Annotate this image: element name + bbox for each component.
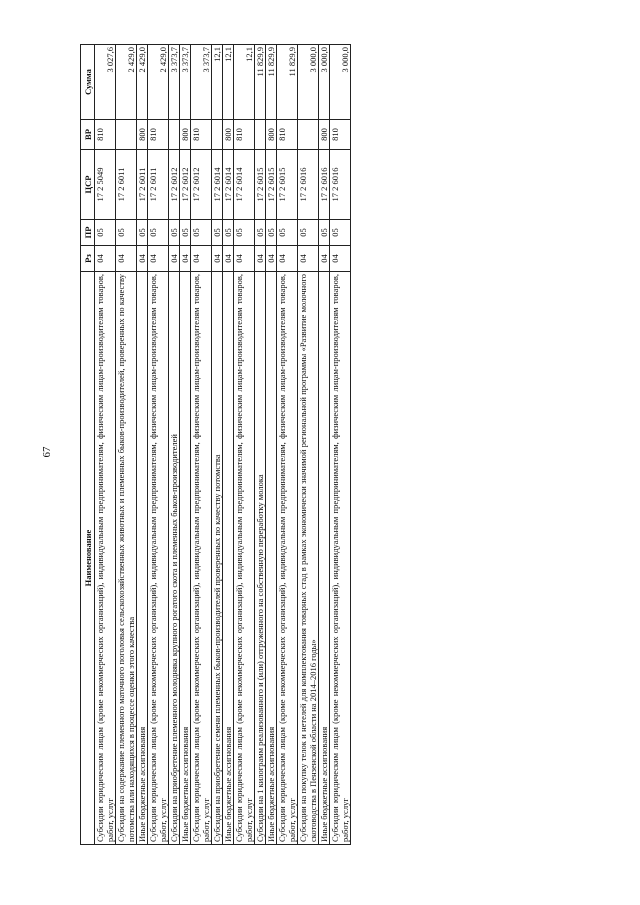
vr-cell: 810 bbox=[95, 120, 116, 150]
name-cell: Субсидии юридическим лицам (кроме некоммерческих организаций), индивидуальным предпринимателям, физическим лицам-производителям товаров, работ, услуг bbox=[148, 272, 169, 845]
name-cell: Субсидии юридическим лицам (кроме некоммерческих организаций), индивидуальным предпринимателям, физическим лицам-производителям товаров, работ, услуг bbox=[234, 272, 255, 845]
pr-cell: 05 bbox=[116, 220, 137, 246]
rz-cell: 04 bbox=[180, 246, 191, 272]
rz-cell: 04 bbox=[266, 246, 277, 272]
budget-table bbox=[80, 44, 351, 845]
table-row bbox=[298, 45, 319, 845]
table-row bbox=[169, 45, 180, 845]
name-cell: Субсидии на приобретение семени племенных быков-производителей проверенных по качеству потомства bbox=[212, 272, 223, 845]
rz-cell: 04 bbox=[212, 246, 223, 272]
csr-cell: 17 2 6016 bbox=[319, 150, 330, 220]
pr-cell: 05 bbox=[180, 220, 191, 246]
vr-cell: 810 bbox=[234, 120, 255, 150]
csr-cell: 17 2 6011 bbox=[137, 150, 148, 220]
sum-cell: 2 429,0 bbox=[116, 45, 137, 120]
pr-cell: 05 bbox=[277, 220, 298, 246]
sum-cell: 12,1 bbox=[212, 45, 223, 120]
sum-cell: 3 373,7 bbox=[169, 45, 180, 120]
pr-cell: 05 bbox=[95, 220, 116, 246]
sum-cell: 3 000,0 bbox=[298, 45, 319, 120]
rz-cell: 04 bbox=[137, 246, 148, 272]
vr-cell: 810 bbox=[191, 120, 212, 150]
csr-cell: 17 2 6015 bbox=[277, 150, 298, 220]
rz-cell: 04 bbox=[319, 246, 330, 272]
vr-cell: 810 bbox=[277, 120, 298, 150]
table-row bbox=[234, 45, 255, 845]
pr-cell: 05 bbox=[223, 220, 234, 246]
sum-cell: 3 000,0 bbox=[319, 45, 330, 120]
table-row bbox=[266, 45, 277, 845]
sum-cell: 3 373,7 bbox=[191, 45, 212, 120]
sum-cell: 2 429,0 bbox=[137, 45, 148, 120]
header-csr: ЦСР bbox=[81, 150, 95, 220]
vr-cell bbox=[116, 120, 137, 150]
table-row bbox=[191, 45, 212, 845]
csr-cell: 17 2 5049 bbox=[95, 150, 116, 220]
pr-cell: 05 bbox=[298, 220, 319, 246]
rz-cell: 04 bbox=[223, 246, 234, 272]
name-cell: Субсидии на приобретение племенного молодняка крупного рогатого скота и племенных быков-производителей bbox=[169, 272, 180, 845]
rz-cell: 04 bbox=[148, 246, 169, 272]
table-row bbox=[116, 45, 137, 845]
vr-cell: 810 bbox=[330, 120, 351, 150]
rotated-page-content bbox=[80, 45, 530, 845]
header-sum: Сумма bbox=[81, 45, 95, 120]
csr-cell: 17 2 6016 bbox=[298, 150, 319, 220]
pr-cell: 05 bbox=[137, 220, 148, 246]
table-row bbox=[148, 45, 169, 845]
table-row bbox=[95, 45, 116, 845]
vr-cell: 800 bbox=[180, 120, 191, 150]
table-header-row bbox=[81, 45, 95, 845]
name-cell: Субсидии юридическим лицам (кроме некоммерческих организаций), индивидуальным предпринимателям, физическим лицам-производителям товаров, работ, услуг bbox=[191, 272, 212, 845]
rz-cell: 04 bbox=[298, 246, 319, 272]
name-cell: Субсидии юридическим лицам (кроме некоммерческих организаций), индивидуальным предпринимателям, физическим лицам-производителям товаров, работ, услуг bbox=[330, 272, 351, 845]
vr-cell bbox=[169, 120, 180, 150]
table-row bbox=[319, 45, 330, 845]
header-name: Наименование bbox=[81, 272, 95, 845]
sum-cell: 11 829,9 bbox=[277, 45, 298, 120]
csr-cell: 17 2 6016 bbox=[330, 150, 351, 220]
rz-cell: 04 bbox=[169, 246, 180, 272]
vr-cell: 810 bbox=[148, 120, 169, 150]
pr-cell: 05 bbox=[266, 220, 277, 246]
csr-cell: 17 2 6011 bbox=[148, 150, 169, 220]
table-row bbox=[277, 45, 298, 845]
name-cell: Иные бюджетные ассигнования bbox=[319, 272, 330, 845]
sum-cell: 3 373,7 bbox=[180, 45, 191, 120]
vr-cell bbox=[212, 120, 223, 150]
csr-cell: 17 2 6015 bbox=[266, 150, 277, 220]
vr-cell: 800 bbox=[137, 120, 148, 150]
table-row bbox=[330, 45, 351, 845]
table-row bbox=[212, 45, 223, 845]
sum-cell: 2 429,0 bbox=[148, 45, 169, 120]
sum-cell: 12,1 bbox=[223, 45, 234, 120]
csr-cell: 17 2 6015 bbox=[255, 150, 266, 220]
pr-cell: 05 bbox=[148, 220, 169, 246]
vr-cell: 800 bbox=[223, 120, 234, 150]
csr-cell: 17 2 6012 bbox=[191, 150, 212, 220]
table-row bbox=[255, 45, 266, 845]
csr-cell: 17 2 6014 bbox=[212, 150, 223, 220]
sum-cell: 11 829,9 bbox=[266, 45, 277, 120]
table-row bbox=[180, 45, 191, 845]
pr-cell: 05 bbox=[319, 220, 330, 246]
vr-cell: 800 bbox=[266, 120, 277, 150]
csr-cell: 17 2 6012 bbox=[180, 150, 191, 220]
name-cell: Субсидии на 1 килограмм реализованного и (или) отгруженного на собственную переработку молока bbox=[255, 272, 266, 845]
name-cell: Иные бюджетные ассигнования bbox=[180, 272, 191, 845]
name-cell: Субсидии на покупку телок и нетелей для комплектования товарных стад в рамках экономически значимой региональной программы «Развитие молочного скотоводства в Пензенской области на 2014–2016 годы» bbox=[298, 272, 319, 845]
sum-cell: 3 027,6 bbox=[95, 45, 116, 120]
sum-cell: 3 000,0 bbox=[330, 45, 351, 120]
name-cell: Иные бюджетные ассигнования bbox=[223, 272, 234, 845]
pr-cell: 05 bbox=[234, 220, 255, 246]
name-cell: Иные бюджетные ассигнования bbox=[266, 272, 277, 845]
csr-cell: 17 2 6014 bbox=[223, 150, 234, 220]
pr-cell: 05 bbox=[169, 220, 180, 246]
rz-cell: 04 bbox=[95, 246, 116, 272]
name-cell: Субсидии юридическим лицам (кроме некоммерческих организаций), индивидуальным предпринимателям, физическим лицам-производителям товаров, работ, услуг bbox=[95, 272, 116, 845]
csr-cell: 17 2 6014 bbox=[234, 150, 255, 220]
vr-cell bbox=[298, 120, 319, 150]
csr-cell: 17 2 6011 bbox=[116, 150, 137, 220]
pr-cell: 05 bbox=[255, 220, 266, 246]
header-rz: Рз bbox=[81, 246, 95, 272]
rz-cell: 04 bbox=[116, 246, 137, 272]
pr-cell: 05 bbox=[212, 220, 223, 246]
pr-cell: 05 bbox=[330, 220, 351, 246]
name-cell: Субсидии юридическим лицам (кроме некоммерческих организаций), индивидуальным предпринимателям, физическим лицам-производителям товаров, работ, услуг bbox=[277, 272, 298, 845]
rz-cell: 04 bbox=[255, 246, 266, 272]
table-row bbox=[223, 45, 234, 845]
name-cell: Иные бюджетные ассигнования bbox=[137, 272, 148, 845]
vr-cell bbox=[255, 120, 266, 150]
vr-cell: 800 bbox=[319, 120, 330, 150]
table-body bbox=[95, 45, 351, 845]
rz-cell: 04 bbox=[191, 246, 212, 272]
sum-cell: 12,1 bbox=[234, 45, 255, 120]
rz-cell: 04 bbox=[277, 246, 298, 272]
name-cell: Субсидии на содержание племенного маточного поголовья сельскохозяйственных животных и племенных быков-производителей, проверенных по качеству потомства или находящихся в процессе оценки этого качества bbox=[116, 272, 137, 845]
page-number: 67 bbox=[41, 446, 53, 458]
pr-cell: 05 bbox=[191, 220, 212, 246]
header-vr: ВР bbox=[81, 120, 95, 150]
sum-cell: 11 829,9 bbox=[255, 45, 266, 120]
csr-cell: 17 2 6012 bbox=[169, 150, 180, 220]
header-pr: ПР bbox=[81, 220, 95, 246]
rz-cell: 04 bbox=[330, 246, 351, 272]
table-row bbox=[137, 45, 148, 845]
rz-cell: 04 bbox=[234, 246, 255, 272]
